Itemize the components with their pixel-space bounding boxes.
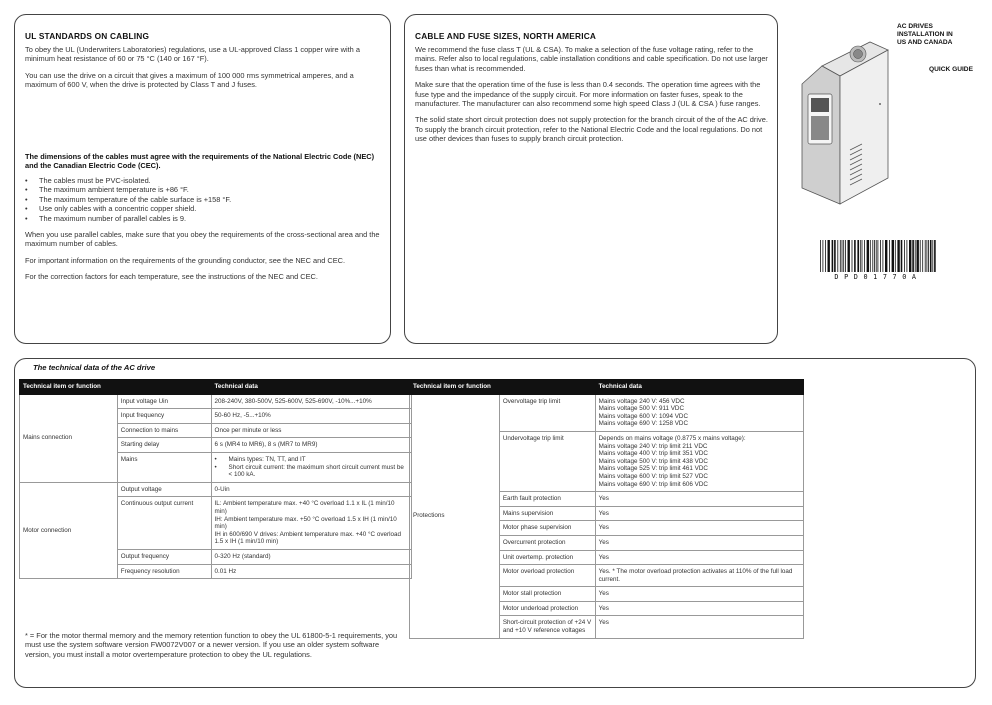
- ul-cabling-panel: [14, 14, 391, 344]
- barcode-bar: [867, 240, 869, 272]
- barcode-bar: [892, 240, 894, 272]
- fuse-sizes-title: CABLE AND FUSE SIZES, NORTH AMERICA: [415, 31, 597, 41]
- value-line: Mains voltage 240 V: 456 VDC: [598, 397, 685, 405]
- technical-data-panel: [14, 358, 976, 688]
- table-header-row: [410, 380, 804, 395]
- value-line: Mains voltage 240 V: trip limit 211 VDC: [598, 442, 708, 450]
- barcode-bar: [883, 240, 884, 272]
- barcode-bar: [820, 240, 821, 272]
- barcode-bar: [832, 240, 834, 272]
- item-cell: Connection to mains: [117, 423, 211, 438]
- footnote: * = For the motor thermal memory and the memory retention function to obey the UL 61800-5-1 requirements, you must use the system software version FW0072V007 or a newer version. If you use an older system software version, you must install a motor overtemperature protection to obey the UL regulations.: [25, 631, 398, 659]
- technical-data-title: The technical data of the AC drive: [33, 363, 156, 372]
- value-cell: 208-240V, 380-500V, 525-600V, 525-690V, -10%...+10%: [211, 394, 411, 409]
- value-line: IH in 600/690 V drives: Ambient temperature max. +40 °C overload 1.5 x IH (1 min/10 min): [214, 530, 401, 546]
- barcode-bar: [823, 240, 824, 272]
- barcode-bar: [930, 240, 932, 272]
- mains-list: [215, 456, 408, 479]
- group-cell: Protections: [410, 394, 500, 638]
- fuse-paragraph-3: The solid state short circuit protection does not supply protection for the branch circuit of the of the AC drive. To supply the branch circuit protection, refer to the National Electric Code and the local regulations. Do not use other devices than fuses to supply branch circuit protection.: [415, 115, 768, 144]
- barcode-bar: [840, 240, 841, 272]
- list-item: • The maximum number of parallel cables is 9.: [25, 214, 385, 223]
- barcode-bar: [828, 240, 830, 272]
- barcode-bar: [917, 240, 919, 272]
- value-cell: 0-320 Hz (standard): [211, 549, 411, 564]
- column-header-item: Technical item or function: [20, 380, 212, 395]
- grounding-paragraph: For important information on the requirements of the grounding conductor, see the NEC and CEC.: [25, 255, 346, 265]
- barcode-bar: [915, 240, 916, 272]
- barcode-bar: [825, 240, 826, 272]
- barcode-bar: [920, 240, 921, 272]
- table-row: [20, 394, 412, 409]
- barcode-bar: [912, 240, 914, 272]
- value-line: IH: Ambient temperature max. +50 °C overload 1.5 x IH (1 min/10 min): [214, 515, 397, 531]
- value-cell: Yes: [595, 587, 803, 602]
- group-cell: Motor connection: [20, 482, 118, 578]
- column-header-data: Technical data: [211, 380, 411, 395]
- barcode-bar: [895, 240, 896, 272]
- barcode-bar: [909, 240, 911, 272]
- value-line: Mains voltage 400 V: trip limit 351 VDC: [598, 450, 708, 458]
- document-title-line: US AND CANADA: [897, 38, 953, 46]
- value-cell: 0.01 Hz: [211, 564, 411, 579]
- value-cell: Yes: [595, 506, 803, 521]
- barcode-bar: [934, 240, 936, 272]
- barcode-bar: [897, 240, 899, 272]
- value-line: Mains voltage 600 V: 1094 VDC: [598, 412, 688, 420]
- document-title-line: INSTALLATION IN: [897, 30, 953, 38]
- barcode-bar: [862, 240, 863, 272]
- barcode-bar: [928, 240, 929, 272]
- document-subtitle: QUICK GUIDE: [929, 66, 973, 73]
- barcode-bar: [845, 240, 846, 272]
- barcode-bar: [857, 240, 859, 272]
- value-cell: 0-Uin: [211, 482, 411, 497]
- list-item: • Mains types: TN, TT, and IT: [215, 456, 408, 464]
- document-title-line: AC DRIVES: [897, 23, 933, 30]
- item-cell: Earth fault protection: [499, 492, 595, 507]
- barcode-bar: [878, 240, 879, 272]
- item-cell: Undervoltage trip limit: [499, 431, 595, 491]
- item-cell: Overcurrent protection: [499, 535, 595, 550]
- barcode-bar: [837, 240, 838, 272]
- value-cell: Yes: [595, 521, 803, 536]
- fuse-paragraph-1: We recommend the fuse class T (UL & CSA). To make a selection of the fuse voltage rating, refer to the mains. Refer also to local regulations, cable installation conditions and cable specification. Do not use larger fuses than what is recommended.: [415, 45, 768, 73]
- barcode-bars: [818, 240, 938, 272]
- item-cell: Unit overtemp. protection: [499, 550, 595, 565]
- value-cell: Yes: [595, 601, 803, 616]
- value-cell: Yes: [595, 492, 803, 507]
- value-cell: 6 s (MR4 to MR6), 8 s (MR7 to MR9): [211, 438, 411, 453]
- item-cell: Motor stall protection: [499, 587, 595, 602]
- barcode-bar: [889, 240, 890, 272]
- barcode-bar: [901, 240, 903, 272]
- value-line: Mains voltage 525 V: trip limit 461 VDC: [598, 465, 708, 473]
- fuse-sizes-panel: [404, 14, 778, 344]
- item-cell: Frequency resolution: [117, 564, 211, 579]
- value-cell: Yes: [595, 616, 803, 638]
- item-cell: Output frequency: [117, 549, 211, 564]
- barcode-bar: [922, 240, 923, 272]
- barcode-bar: [834, 240, 836, 272]
- document-title: [897, 23, 987, 46]
- value-cell: [595, 394, 803, 431]
- barcode-bar: [925, 240, 926, 272]
- list-item: • The cables must be PVC-isolated.: [25, 176, 385, 185]
- barcode-bar: [927, 240, 928, 272]
- value-cell: 50-60 Hz, -5...+10%: [211, 409, 411, 424]
- table-row: [20, 482, 412, 497]
- ul-cabling-paragraph-1: To obey the UL (Underwriters Laboratories) regulations, use a UL-approved Class 1 copper wire with a minimum heat resistance of 60 or 75 °C (140 or 167 °F).: [25, 45, 360, 64]
- barcode-bar: [904, 240, 905, 272]
- item-cell: Input voltage Uin: [117, 394, 211, 409]
- ac-drive-image: [800, 38, 890, 206]
- item-cell: Mains supervision: [499, 506, 595, 521]
- value-cell: [211, 452, 411, 482]
- value-line: Mains voltage 500 V: trip limit 438 VDC: [598, 457, 708, 465]
- item-cell: Mains: [117, 452, 211, 482]
- parallel-cables-paragraph: When you use parallel cables, make sure that you obey the requirements of the cross-sectional area and the maximum number of cables.: [25, 230, 380, 249]
- barcode-bar: [848, 240, 850, 272]
- barcode-bar: [860, 240, 861, 272]
- value-line: Mains voltage 600 V: trip limit 527 VDC: [598, 472, 708, 480]
- list-item: • The maximum ambient temperature is +86 °F.: [25, 185, 385, 194]
- barcode-bar: [852, 240, 853, 272]
- barcode-bar: [907, 240, 908, 272]
- barcode-bar: [842, 240, 843, 272]
- value-cell: [595, 431, 803, 491]
- value-line: IL: Ambient temperature max. +40 °C overload 1.1 x IL (1 min/10 min): [214, 500, 395, 515]
- column-header-data: Technical data: [595, 380, 803, 395]
- value-line: Depends on mains voltage (0.8775 x mains voltage):: [598, 434, 746, 442]
- barcode-bar: [864, 240, 865, 272]
- barcode-bar: [932, 240, 933, 272]
- barcode-bar: [880, 240, 881, 272]
- list-item: • Short circuit current: the maximum short circuit current must be < 100 kA.: [215, 464, 408, 479]
- item-cell: Continuous output current: [117, 497, 211, 550]
- value-cell: Once per minute or less: [211, 423, 411, 438]
- item-cell: Output voltage: [117, 482, 211, 497]
- barcode-bar: [843, 240, 844, 272]
- item-cell: Overvoltage trip limit: [499, 394, 595, 431]
- item-cell: Starting delay: [117, 438, 211, 453]
- list-item: • The maximum temperature of the cable surface is +158 °F.: [25, 195, 385, 204]
- barcode-bar: [874, 240, 875, 272]
- column-header-item: Technical item or function: [410, 380, 596, 395]
- item-cell: Motor underload protection: [499, 601, 595, 616]
- correction-factors-paragraph: For the correction factors for each temperature, see the instructions of the NEC and CEC.: [25, 272, 318, 282]
- fuse-paragraph-2: Make sure that the operation time of the fuse is less than 0.4 seconds. The operation time agrees with the fuse type and the impedance of the supply circuit. For more information on faster fuses, speak to the manufacturer. The manufacturer can also recommend some high speed Class J (UL & CSA ) fuse ranges.: [415, 80, 761, 109]
- cable-requirements-list: [25, 176, 385, 223]
- technical-data-table-right: [409, 379, 804, 639]
- value-line: Mains voltage 690 V: 1258 VDC: [598, 420, 688, 428]
- barcode-text: DPD01770A: [834, 273, 922, 281]
- group-cell: Mains connection: [20, 394, 118, 482]
- barcode: [818, 240, 938, 286]
- barcode-bar: [870, 240, 871, 272]
- technical-data-table-left: [19, 379, 412, 579]
- barcode-bar: [876, 240, 877, 272]
- value-cell: [211, 497, 411, 550]
- item-cell: Input frequency: [117, 409, 211, 424]
- barcode-bar: [854, 240, 856, 272]
- ul-cabling-paragraph-2: You can use the drive on a circuit that gives a maximum of 100 000 rms symmetrical amperes, and a maximum of 600 V, when the drive is protected by Class T and J fuses.: [25, 70, 354, 90]
- value-cell: Yes: [595, 550, 803, 565]
- value-cell: Yes: [595, 535, 803, 550]
- table-header-row: [20, 380, 412, 395]
- cable-dimension-heading: The dimensions of the cables must agree with the requirements of the National Electric Code (NEC) and the Canadian Electric Code (CEC).: [25, 152, 375, 171]
- barcode-bar: [885, 240, 887, 272]
- item-cell: Motor overload protection: [499, 565, 595, 587]
- item-cell: Motor phase supervision: [499, 521, 595, 536]
- value-line: Mains voltage 500 V: 911 VDC: [598, 405, 685, 413]
- value-cell: Yes. * The motor overload protection activates at 110% of the full load current.: [595, 565, 803, 587]
- item-cell: Short-circuit protection of +24 V and +10 V reference voltages: [499, 616, 595, 638]
- value-line: Mains voltage 690 V: trip limit 606 VDC: [598, 480, 708, 488]
- table-row: [410, 394, 804, 431]
- barcode-bar: [872, 240, 873, 272]
- list-item: • Use only cables with a concentric copper shield.: [25, 204, 385, 213]
- cable-requirements: [25, 176, 385, 289]
- ul-cabling-title: UL STANDARDS ON CABLING: [25, 31, 150, 41]
